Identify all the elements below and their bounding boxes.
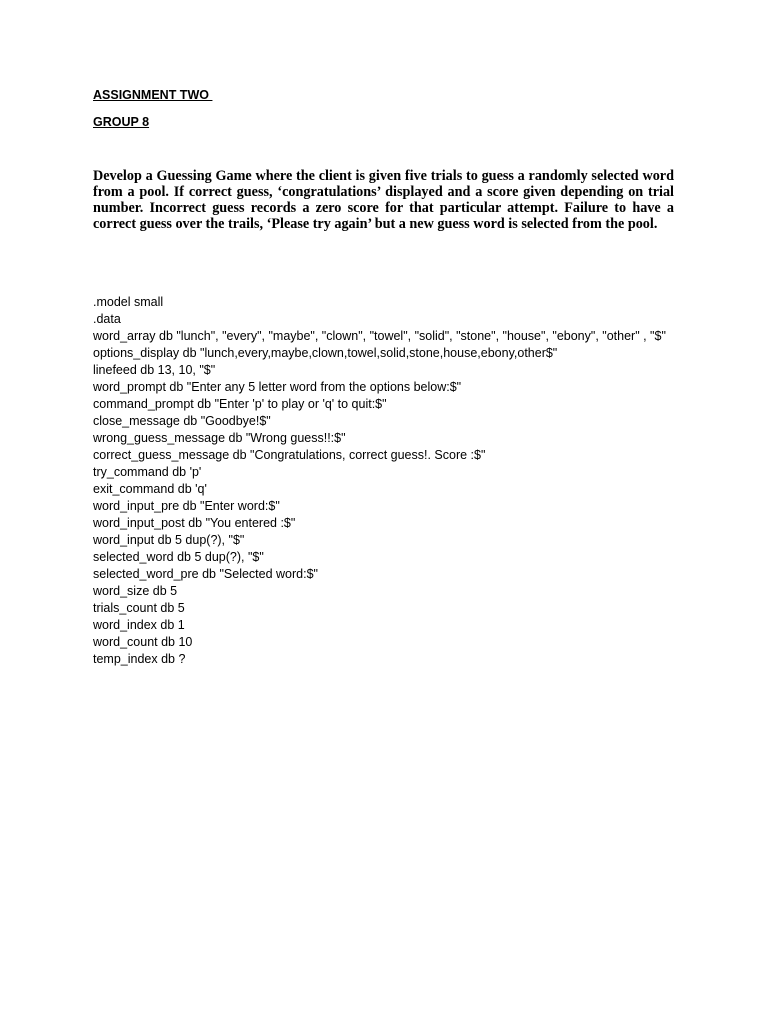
code-line: word_input_post db "You entered :$"	[93, 516, 296, 530]
assignment-heading: ASSIGNMENT TWO	[93, 88, 213, 102]
code-line: word_count db 10	[93, 635, 193, 649]
code-line: .data	[93, 312, 121, 326]
code-line: exit_command db 'q'	[93, 482, 207, 496]
code-line: selected_word db 5 dup(?), "$"	[93, 550, 264, 564]
code-line: word_prompt db "Enter any 5 letter word from the options below:$"	[93, 380, 462, 394]
code-line: correct_guess_message db "Congratulations, correct guess!. Score :$"	[93, 448, 486, 462]
code-line: linefeed db 13, 10, "$"	[93, 363, 216, 377]
code-line: word_size db 5	[93, 584, 178, 598]
code-line: word_array db "lunch", "every", "maybe", "clown", "towel", "solid", "stone", "house", "ebony", "other" , "$"	[93, 329, 666, 343]
code-listing	[93, 294, 675, 668]
task-description: Develop a Guessing Game where the client is given five trials to guess a randomly selected word from a pool. If correct guess, ‘congratulations’ displayed and a score given depending on trial number. Incorrect guess records a zero score for that particular attempt. Failure to have a correct guess over the trails, ‘Please try again’ but a new guess word is selected from the pool.	[93, 168, 674, 232]
code-line: options_display db "lunch,every,maybe,clown,towel,solid,stone,house,ebony,other$"	[93, 346, 558, 360]
code-line: selected_word_pre db "Selected word:$"	[93, 567, 318, 581]
code-line: word_input db 5 dup(?), "$"	[93, 533, 245, 547]
code-line: word_index db 1	[93, 618, 185, 632]
code-line: temp_index db ?	[93, 652, 186, 666]
code-line: .model small	[93, 295, 164, 309]
code-line: trials_count db 5	[93, 601, 185, 615]
code-line: command_prompt db "Enter 'p' to play or 'q' to quit:$"	[93, 397, 387, 411]
code-line: wrong_guess_message db "Wrong guess!!:$"	[93, 431, 346, 445]
code-line: close_message db "Goodbye!$"	[93, 414, 271, 428]
group-heading: GROUP 8	[93, 115, 150, 129]
code-line: word_input_pre db "Enter word:$"	[93, 499, 280, 513]
code-line: try_command db 'p'	[93, 465, 202, 479]
